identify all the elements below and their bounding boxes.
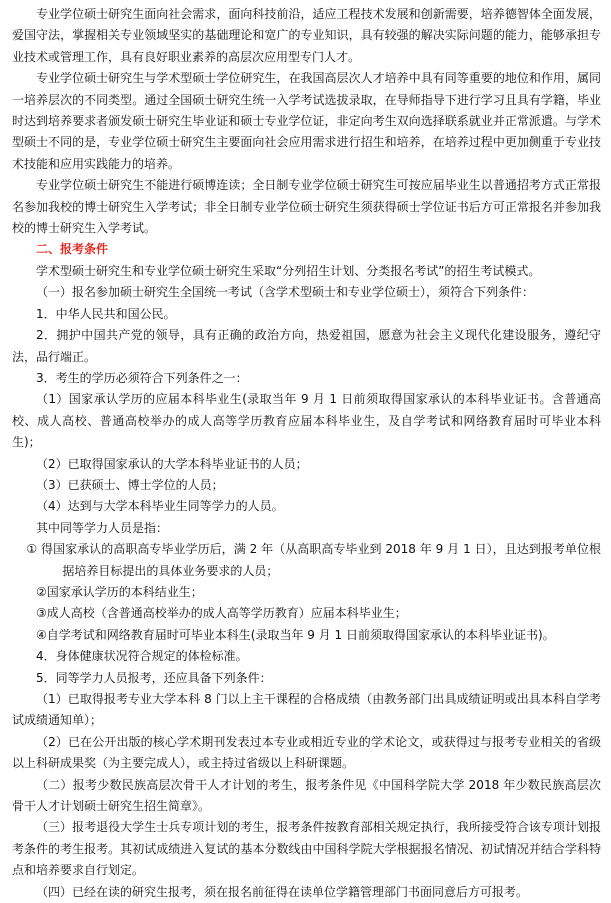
condition-5-item-2: （2）已在公开出版的核心学术期刊发表过本专业或相近专业的学术论文，或获得过与报考专业相关的省级以上科研成果奖（为主要完成人），或主持过省级以上科研课题。 [12,734,601,771]
condition-3-item-2: （2）已取得国家承认的大学本科毕业证书的人员； [36,456,308,471]
equivalent-item-4: ④自学考试和网络教育届时可毕业本科生(录取当年 9 月 1 日前须取得国家承认的本科毕业证书)。 [36,627,555,642]
condition-3-item-1: （1）国家承认学历的应届本科毕业生(录取当年 9 月 1 日前须取得国家承认的本科毕业证书。含普通高校、成人高校、普通高校举办的成人高等学历教育应届本科毕业生，及自学考试和网络教育届时可毕业本科生)； [12,392,601,450]
paragraph-phd-application: 专业学位硕士研究生不能进行硕博连读；全日制专业学位硕士研究生可按应届毕业生以普通招考方式正常报名参加我校的博士研究生入学考试；非全日制专业学位硕士研究生须获得硕士学位证书后方可正常报名并参加我校的博士研究生入学考试。 [12,178,601,236]
condition-4: 4．身体健康状况符合规定的体检标准。 [36,649,248,664]
condition-1: 1．中华人民共和国公民。 [36,306,176,321]
subsection-1-title: （一）报名参加硕士研究生全国统一考试（含学术型硕士和专业学位硕士），须符合下列条件： [36,285,535,300]
section-heading-application-conditions: 二、报考条件 [36,242,109,257]
paragraph-professional-vs-academic: 专业学位硕士研究生与学术型硕士学位研究生，在我国高层次人才培养中具有同等重要的地位和作用，属同一培养层次的不同类型。通过全国硕士研究生统一入学考试选拔录取，在导师指导下进行学习且具有学籍，毕业时达到培养要求者颁发硕士研究生毕业证和硕士专业学位证，非定向考生双向选择联系就业并正常派遣。与学术型硕士不同的是，专业学位硕士研究生主要面向社会应用需求进行招生和培养，在培养过程中更加侧重于专业技术技能和应用实践能力的培养。 [12,71,601,171]
condition-3-item-4: （4）达到与大学本科毕业生同等学力的人员。 [36,499,284,514]
subsection-3: （三）报考退役大学生士兵专项计划的考生，报考条件按教育部相关规定执行，我所接受符合该专项计划报考条件的考生报考。其初试成绩进入复试的基本分数线由中国科学院大学根据报名情况、初试情况并结合学科特点和培养要求自行划定。 [12,820,601,878]
equivalent-item-2: ②国家承认学历的本科结业生； [36,584,203,599]
paragraph-professional-master-goal: 专业学位硕士研究生面向社会需求，面向科技前沿，适应工程技术发展和创新需要，培养德智体全面发展，爱国守法，掌握相关专业领域坚实的基础理论和宽广的专业知识，具有较强的解决实际问题的能力，能够承担专业技术或管理工作，具有良好职业素养的高层次应用型专门人才。 [12,7,601,64]
condition-3: 3．考生的学历必须符合下列条件之一： [36,370,248,385]
condition-3-item-3: （3）已获硕士、博士学位的人员； [36,477,224,492]
equivalent-item-3: ③成人高校（含普通高校举办的成人高等学历教育）应届本科毕业生； [36,606,407,621]
condition-5: 5．同等学力人员报考，还应具备下列条件： [36,670,272,685]
condition-2: 2．拥护中国共产党的领导，具有正确的政治方向，热爱祖国，愿意为社会主义现代化建设服务，遵纪守法，品行端正。 [12,328,601,364]
condition-5-item-1: （1）已取得报考专业大学本科 8 门以上主干课程的合格成绩（由教务部门出具成绩证明或出具本科自学考试成绩通知单）； [12,692,601,728]
subsection-4: （四）已经在读的研究生报考，须在报名前征得在读单位学籍管理部门书面同意后方可报考。 [36,884,529,899]
subsection-2: （二）报考少数民族高层次骨干人才计划的考生，报考条件见《中国科学院大学 2018 年少数民族高层次骨干人才计划硕士研究生招生简章》。 [12,777,601,814]
section-intro: 学术型硕士研究生和专业学位硕士研究生采取“分列招生计划、分类报名考试”的招生考试模式。 [36,263,541,278]
equivalent-item-1: ① 得国家承认的高职高专毕业学历后，满 2 年（从高职高专毕业到 2018 年 9 月 1 日），且达到报考单位根据培养目标提出的具体业务要求的人员； [26,542,601,578]
equivalent-intro: 其中同等学力人员是指： [36,520,169,535]
